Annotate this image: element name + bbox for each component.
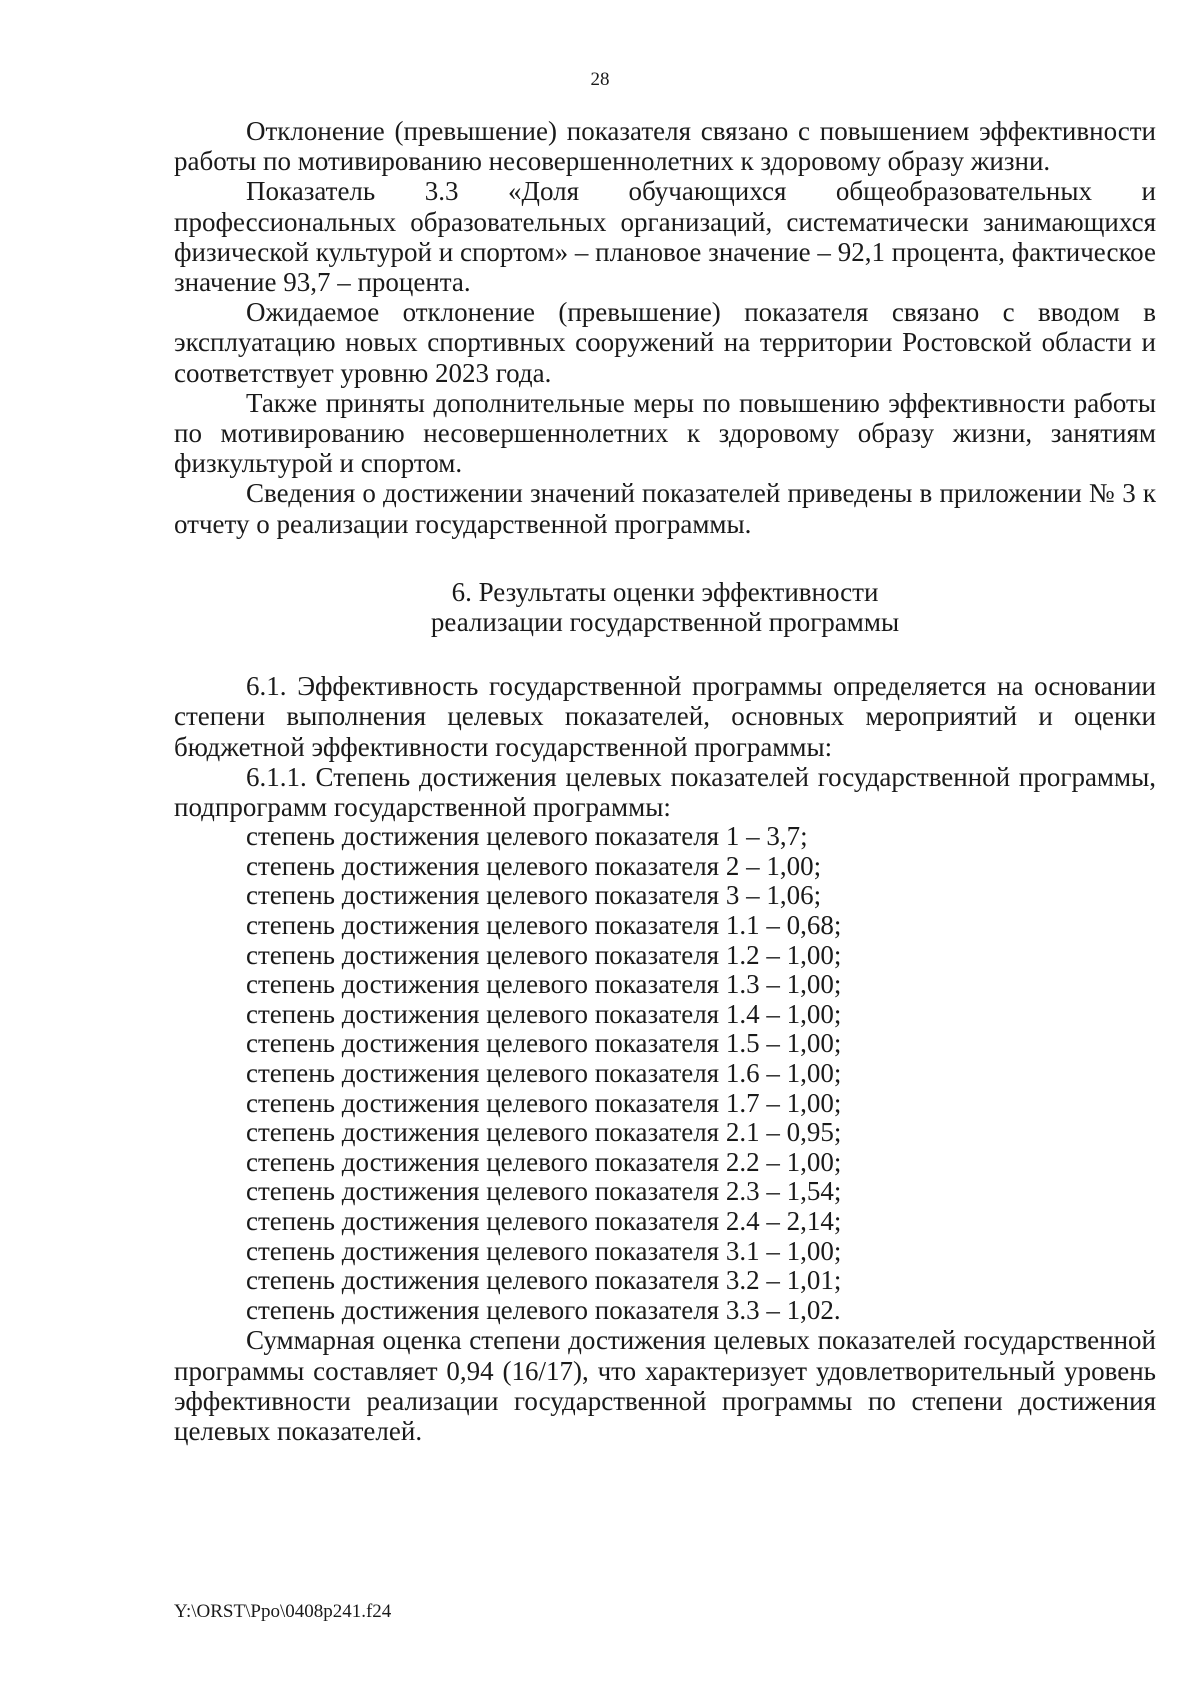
paragraph-expected-deviation: Ожидаемое отклонение (превышение) показателя связано с вводом в эксплуатацию новых спортивных сооружений на территории Ростовской области и соответствует уровню 2023 года. <box>174 297 1156 388</box>
list-item: степень достижения целевого показателя 2.4 – 2,14; <box>246 1205 842 1236</box>
paragraph-deviation-reason: Отклонение (превышение) показателя связано с повышением эффективности работы по мотивированию несовершеннолетних к здоровому образу жизни. <box>174 116 1156 177</box>
paragraph-summary-assessment: Суммарная оценка степени достижения целевых показателей государственной программы составляет 0,94 (16/17), что характеризует удовлетворительный уровень эффективности реализации государственной программы по степени достижения целевых показателей. <box>174 1325 1156 1446</box>
document-body <box>174 116 1156 1446</box>
section-title-line-1: 6. Результаты оценки эффективности <box>451 576 879 607</box>
list-item: степень достижения целевого показателя 1.7 – 1,00; <box>246 1087 842 1118</box>
list-item: степень достижения целевого показателя 3.3 – 1,02. <box>246 1294 841 1325</box>
file-path-footer: Y:\ORST\Ppo\0408p241.f24 <box>174 1601 392 1622</box>
paragraph-additional-measures: Также приняты дополнительные меры по повышению эффективности работы по мотивированию несовершеннолетних к здоровому образу жизни, занятиям физкультурой и спортом. <box>174 387 1156 479</box>
list-item: степень достижения целевого показателя 1 – 3,7; <box>246 821 808 852</box>
list-item: степень достижения целевого показателя 2.1 – 0,95; <box>246 1117 842 1148</box>
section-title <box>174 577 1156 637</box>
list-item: степень достижения целевого показателя 2 – 1,00; <box>246 850 822 881</box>
list-item: степень достижения целевого показателя 1.4 – 1,00; <box>246 998 842 1029</box>
paragraph-efficiency-basis: 6.1. Эффективность государственной программы определяется на основании степени выполнения целевых показателей, основных мероприятий и оценки бюджетной эффективности государственной программы: <box>174 671 1156 762</box>
list-item: степень достижения целевого показателя 3.2 – 1,01; <box>246 1265 842 1296</box>
list-item: степень достижения целевого показателя 2.3 – 1,54; <box>246 1176 842 1207</box>
page-number: 28 <box>590 69 610 90</box>
list-item: степень достижения целевого показателя 1.2 – 1,00; <box>246 939 842 970</box>
paragraph-indicators-intro: 6.1.1. Степень достижения целевых показателей государственной программы, подпрограмм государственной программы: <box>174 761 1156 823</box>
paragraph-indicator-3-3: Показатель 3.3 «Доля обучающихся общеобразовательных и профессиональных образовательных организаций, систематически занимающихся физической культурой и спортом» – плановое значение – 92,1 процента, фактическое значение 93,7 – процента. <box>174 176 1156 298</box>
list-item: степень достижения целевого показателя 1.3 – 1,00; <box>246 969 842 1000</box>
list-item: степень достижения целевого показателя 2.2 – 1,00; <box>246 1146 842 1177</box>
section-title-line-2: реализации государственной программы <box>430 607 900 638</box>
list-item: степень достижения целевого показателя 1.6 – 1,00; <box>246 1058 842 1089</box>
indicator-list <box>174 822 1156 1325</box>
list-item: степень достижения целевого показателя 1.1 – 0,68; <box>246 910 842 941</box>
list-item: степень достижения целевого показателя 3.1 – 1,00; <box>246 1235 842 1266</box>
list-item: степень достижения целевого показателя 3 – 1,06; <box>246 880 822 911</box>
paragraph-appendix-reference: Сведения о достижении значений показателей приведены в приложении № 3 к отчету о реализации государственной программы. <box>174 478 1156 539</box>
list-item: степень достижения целевого показателя 1.5 – 1,00; <box>246 1028 842 1059</box>
